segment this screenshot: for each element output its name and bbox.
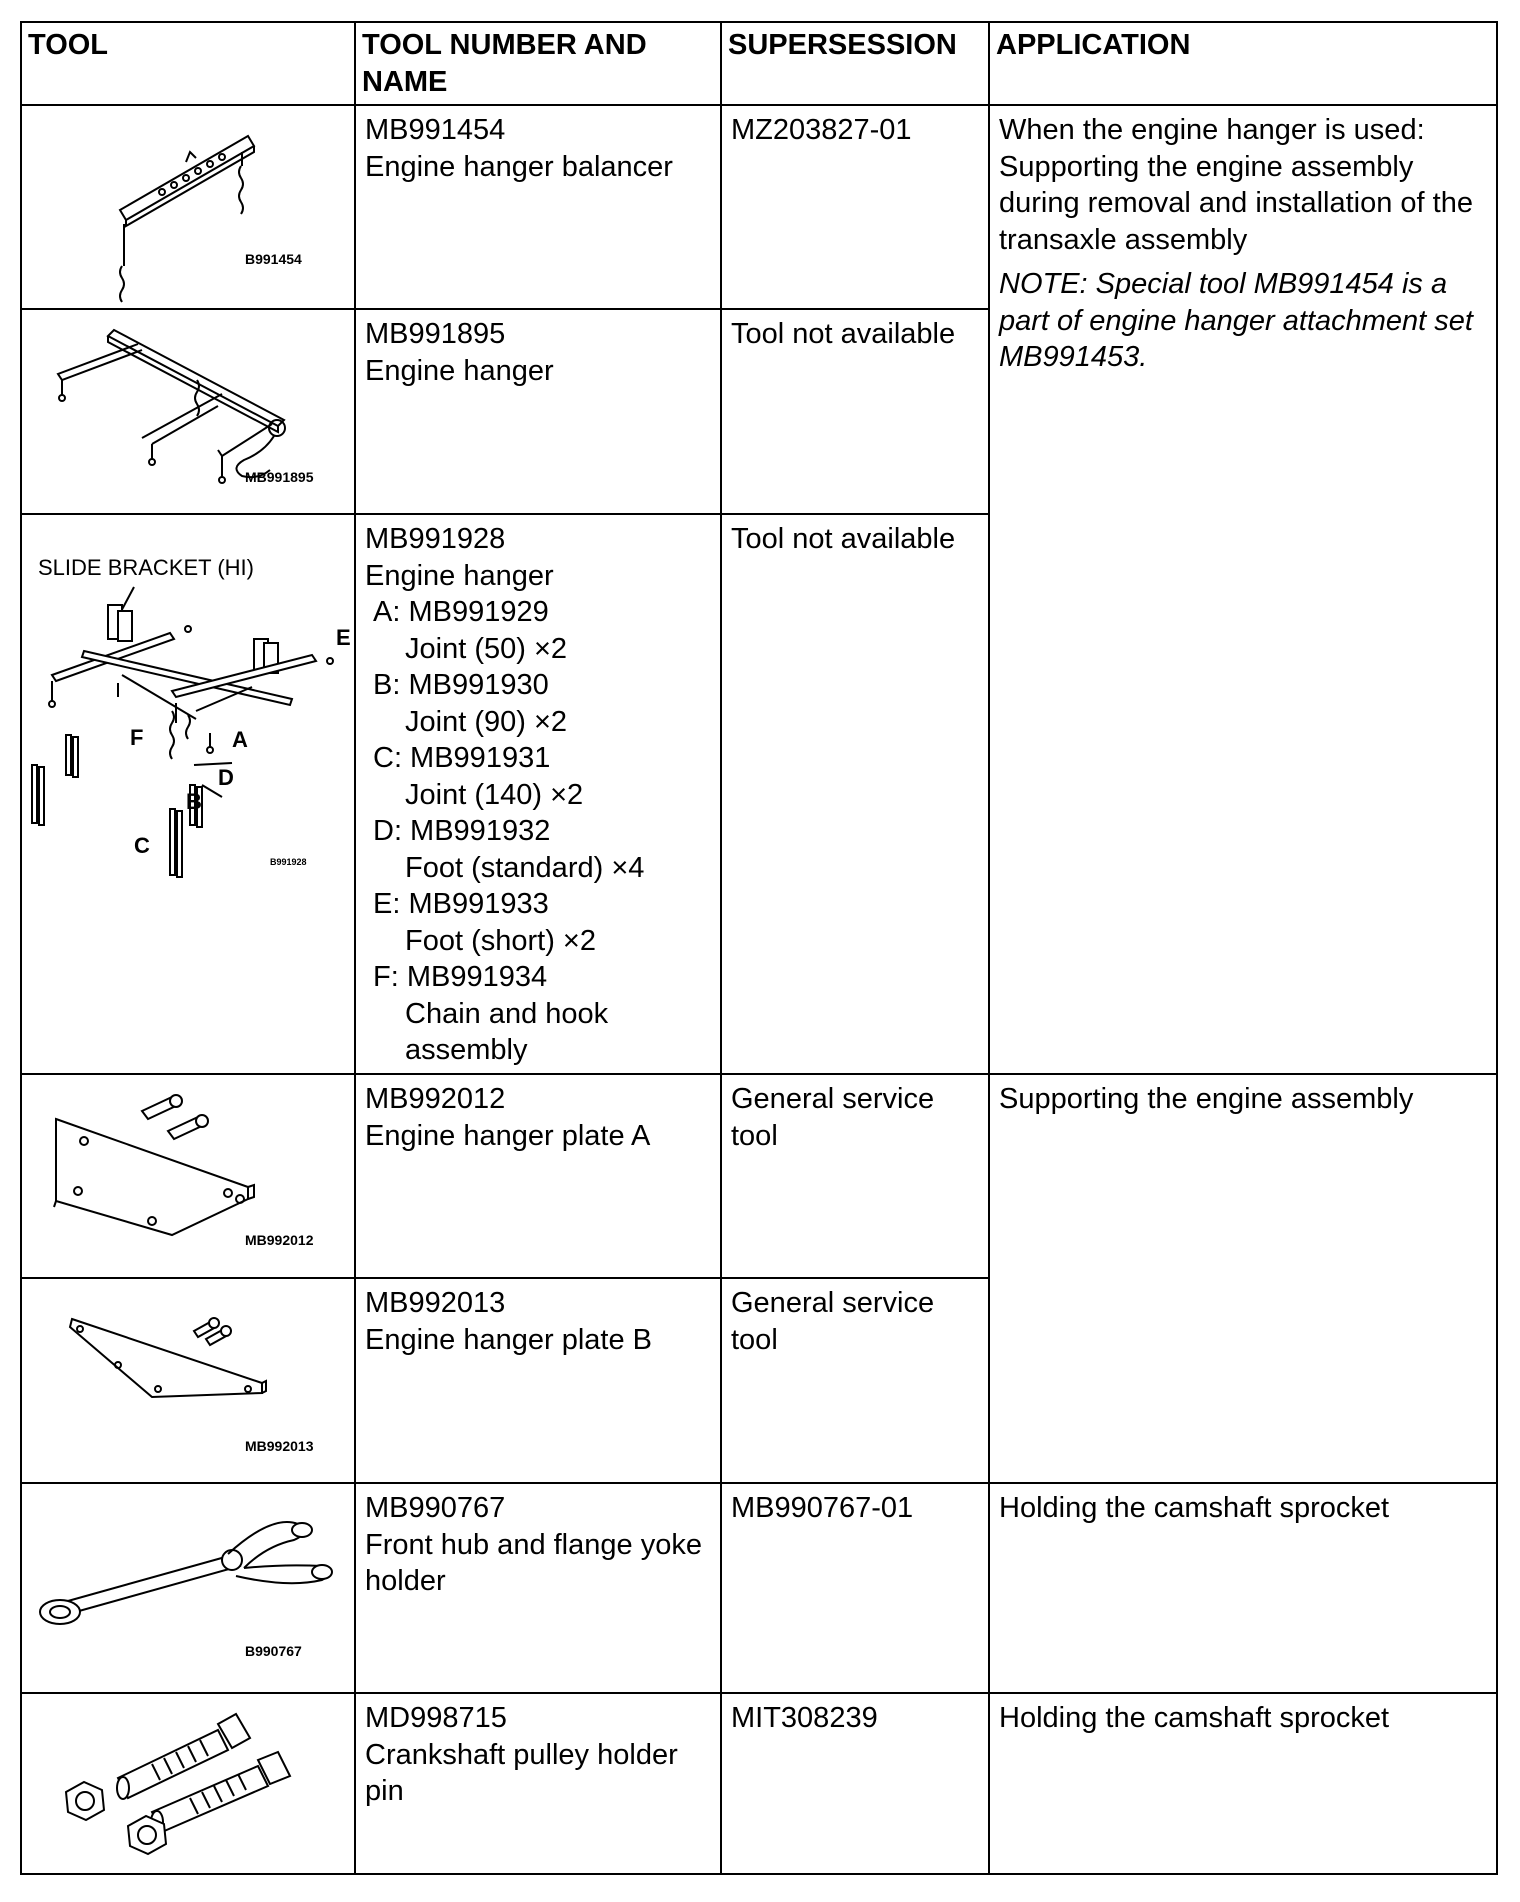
tool-number: MD998715 <box>365 1702 507 1734</box>
figure-id: MB991895 <box>245 469 314 485</box>
figure-id: B990767 <box>245 1643 302 1659</box>
figure-label-slide-bracket: SLIDE BRACKET (HI) <box>38 555 254 580</box>
tool-name: Crankshaft pulley holder pin <box>365 1738 678 1807</box>
application-cell <box>989 105 1497 1074</box>
tool-number: MB992013 <box>365 1287 506 1319</box>
part-code: C: MB991931 <box>373 742 551 774</box>
header-tool: TOOL <box>21 22 355 105</box>
tool-number: MB992012 <box>365 1083 506 1115</box>
application-note: NOTE: Special tool MB991454 is a part of engine hanger attachment set MB991453. <box>999 268 1473 373</box>
supersession-cell: MB990767-01 <box>721 1483 989 1693</box>
engine-hanger-set-illustration <box>22 515 356 1075</box>
part-desc: Chain and hook <box>405 997 609 1030</box>
tool-figure-cell <box>21 1693 355 1874</box>
figure-id: B991928 <box>270 857 307 867</box>
tool-number-name-cell <box>355 1278 721 1483</box>
tool-name: Engine hanger <box>365 354 554 387</box>
figure-letter-c: C <box>134 833 150 858</box>
table-row <box>21 1483 1497 1693</box>
crankshaft-pulley-holder-pin-illustration <box>22 1694 356 1875</box>
part-code: B: MB991930 <box>373 669 549 701</box>
header-row <box>21 22 1497 105</box>
special-tools-table <box>20 21 1498 1875</box>
table-row <box>21 1074 1497 1278</box>
table-row <box>21 1693 1497 1874</box>
figure-letter-e: E <box>336 625 351 650</box>
application-cell: Supporting the engine assembly <box>989 1074 1497 1483</box>
tool-name: Engine hanger balancer <box>365 150 673 183</box>
tool-name: Front hub and flange yoke holder <box>365 1528 702 1597</box>
supersession-cell: Tool not available <box>721 309 989 514</box>
engine-hanger-plate-a-illustration <box>22 1075 356 1279</box>
tool-number: MB991895 <box>365 318 506 350</box>
part-code: F: MB991934 <box>373 961 548 993</box>
part-desc: Joint (90) ×2 <box>405 705 568 738</box>
application-cell: Holding the camshaft sprocket <box>989 1483 1497 1693</box>
supersession-cell: General service tool <box>721 1074 989 1278</box>
tool-figure-cell <box>21 1278 355 1483</box>
tool-figure-cell <box>21 309 355 514</box>
figure-id: MB992012 <box>245 1232 314 1248</box>
part-code: E: MB991933 <box>373 888 549 920</box>
part-code: D: MB991932 <box>373 815 551 847</box>
figure-letter-b: B <box>186 789 202 814</box>
tool-number: MB991928 <box>365 523 506 555</box>
figure-letter-a: A <box>232 727 248 752</box>
supersession-cell: MZ203827-01 <box>721 105 989 309</box>
supersession-cell: Tool not available <box>721 514 989 1074</box>
part-desc: Joint (140) ×2 <box>405 778 584 811</box>
supersession-cell: General service tool <box>721 1278 989 1483</box>
tool-number: MB991454 <box>365 114 506 146</box>
tool-number-name-cell <box>355 105 721 309</box>
application-cell: Holding the camshaft sprocket <box>989 1693 1497 1874</box>
figure-letter-d: D <box>218 765 234 790</box>
flange-yoke-holder-illustration <box>22 1484 356 1694</box>
tool-number-name-cell <box>355 1693 721 1874</box>
tool-figure-cell <box>21 1483 355 1693</box>
tool-figure-cell <box>21 1074 355 1278</box>
tool-name: Engine hanger plate B <box>365 1323 652 1356</box>
header-tool-number-and-name: TOOL NUMBER AND NAME <box>355 22 721 105</box>
tool-name: Engine hanger plate A <box>365 1119 651 1152</box>
tool-number-name-cell <box>355 309 721 514</box>
tool-number-name-cell <box>355 1483 721 1693</box>
tool-number-name-cell <box>355 514 721 1074</box>
engine-hanger-plate-b-illustration <box>22 1279 356 1484</box>
application-text: When the engine hanger is used: Supporting the engine assembly during removal and installation of the transaxle assembly <box>999 114 1473 256</box>
header-application: APPLICATION <box>989 22 1497 105</box>
engine-hanger-balancer-illustration <box>22 106 356 310</box>
supersession-cell: MIT308239 <box>721 1693 989 1874</box>
part-desc: Joint (50) ×2 <box>405 632 568 665</box>
tool-figure-cell <box>21 514 355 1074</box>
tool-name: Engine hanger <box>365 559 554 592</box>
part-desc: Foot (standard) ×4 <box>405 851 645 884</box>
engine-hanger-illustration <box>22 310 356 515</box>
part-desc: assembly <box>405 1034 528 1066</box>
tool-figure-cell <box>21 105 355 309</box>
header-supersession: SUPERSESSION <box>721 22 989 105</box>
tool-number-name-cell <box>355 1074 721 1278</box>
figure-id: MB992013 <box>245 1438 314 1454</box>
figure-id: B991454 <box>245 251 302 267</box>
table-row <box>21 105 1497 309</box>
part-code: A: MB991929 <box>373 596 549 628</box>
figure-letter-f: F <box>130 725 144 750</box>
part-desc: Foot (short) ×2 <box>405 924 596 957</box>
tool-number: MB990767 <box>365 1492 506 1524</box>
